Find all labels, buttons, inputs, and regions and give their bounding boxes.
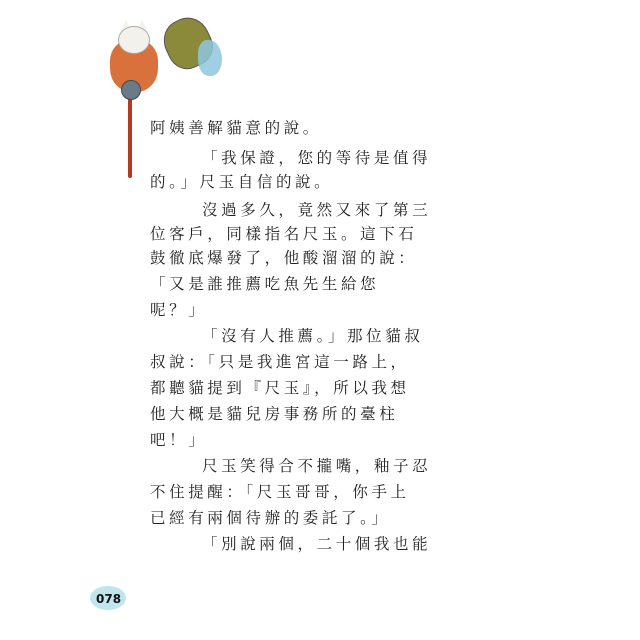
text-line: 鼓徹底爆發了，他酸溜溜的說：	[150, 249, 418, 267]
cat-head	[118, 26, 150, 54]
text-line: 已經有兩個待辦的委託了。」	[150, 509, 391, 527]
text-line: 「沒有人推薦。」那位貓叔	[202, 327, 424, 345]
text-line: 「別說兩個，二十個我也能	[202, 535, 432, 553]
page-number: 078	[96, 592, 122, 606]
text-line: 都聽貓提到『尺玉』，所以我想	[150, 379, 410, 397]
text-line: 「又是誰推薦吃魚先生給您	[150, 275, 380, 293]
text-line: 不住提醒：「尺玉哥哥，你手上	[150, 483, 410, 501]
text-line: 阿姨善解貓意的說。	[150, 119, 322, 137]
text-line: 吧！」	[150, 431, 208, 449]
pole-cap	[121, 80, 141, 100]
text-line: 「我保證，您的等待是值得	[202, 149, 432, 167]
text-line: 的。」尺玉自信的說。	[150, 173, 334, 191]
text-line: 位客戶，同樣指名尺玉。這下石	[150, 225, 418, 243]
text-line: 叔說：「只是我進宮這一路上，	[150, 353, 410, 371]
text-line: 他大概是貓兒房事務所的臺柱	[150, 405, 399, 423]
text-line: 呢？」	[150, 301, 208, 319]
text-line: 尺玉笑得合不攏嘴，釉子忍	[202, 457, 432, 475]
text-line: 沒過多久，竟然又來了第三	[202, 201, 432, 219]
water-splash	[198, 40, 222, 76]
